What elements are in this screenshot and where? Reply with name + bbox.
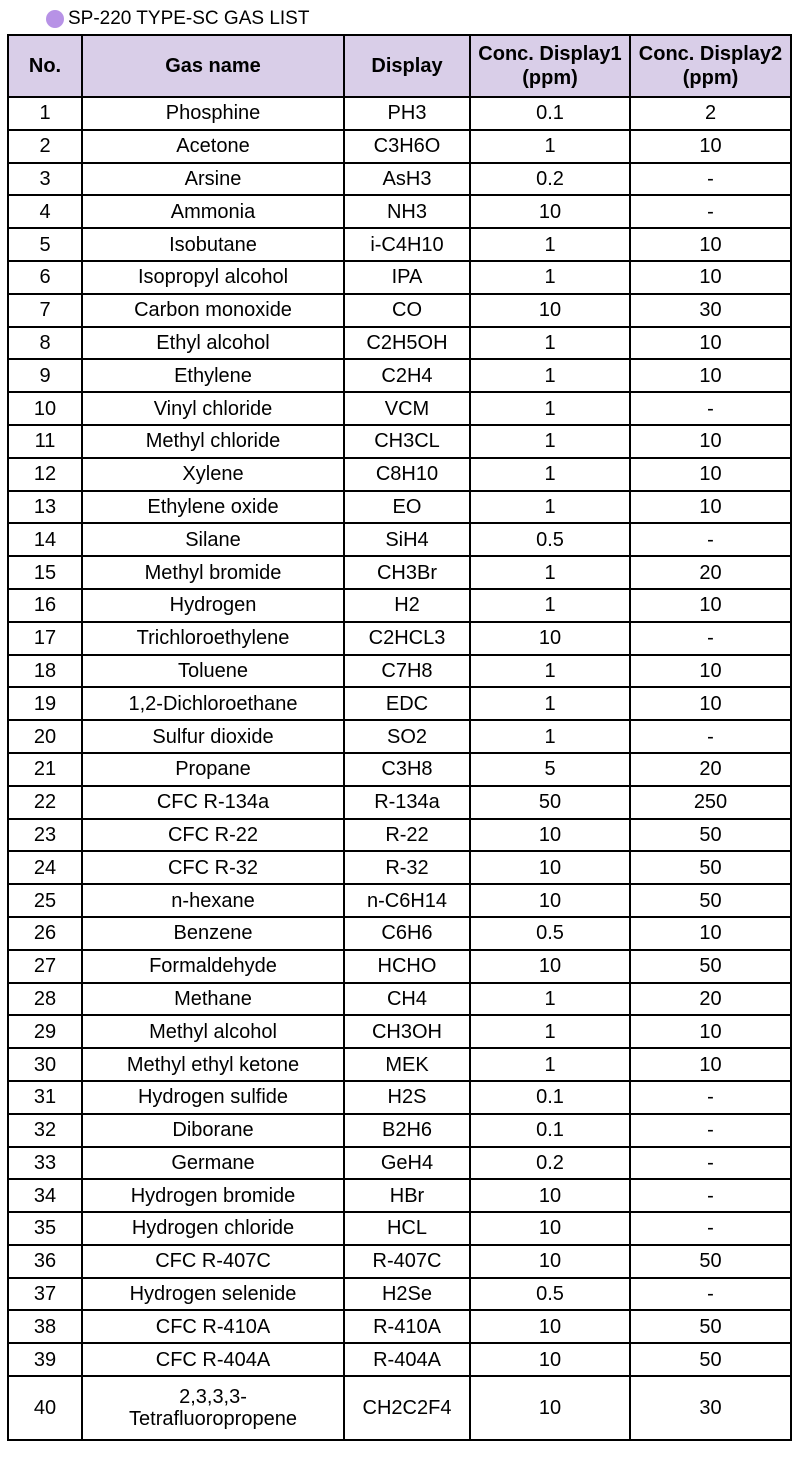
cell-display: CH3OH xyxy=(344,1015,470,1048)
cell-no: 23 xyxy=(8,819,82,852)
cell-display: C8H10 xyxy=(344,458,470,491)
cell-conc-display1: 1 xyxy=(470,392,630,425)
cell-display: EDC xyxy=(344,687,470,720)
cell-gas-name: Toluene xyxy=(82,655,344,688)
table-row xyxy=(8,556,791,589)
cell-gas-name: Formaldehyde xyxy=(82,950,344,983)
cell-gas-name: Methyl bromide xyxy=(82,556,344,589)
cell-gas-name xyxy=(82,1376,344,1440)
cell-no: 39 xyxy=(8,1343,82,1376)
cell-gas-name: Isobutane xyxy=(82,228,344,261)
table-row xyxy=(8,392,791,425)
cell-gas-name: Hydrogen xyxy=(82,589,344,622)
cell-conc-display1: 1 xyxy=(470,556,630,589)
cell-gas-name: Methyl alcohol xyxy=(82,1015,344,1048)
cell-gas-name: Vinyl chloride xyxy=(82,392,344,425)
cell-conc-display1: 10 xyxy=(470,1343,630,1376)
cell-no: 18 xyxy=(8,655,82,688)
cell-gas-name: Germane xyxy=(82,1147,344,1180)
table-row xyxy=(8,1179,791,1212)
cell-conc-display1: 1 xyxy=(470,1048,630,1081)
cell-gas-name: 1,2-Dichloroethane xyxy=(82,687,344,720)
cell-display: CH2C2F4 xyxy=(344,1376,470,1440)
cell-gas-name: Phosphine xyxy=(82,97,344,130)
cell-conc-display2: 10 xyxy=(630,130,791,163)
cell-gas-name: Acetone xyxy=(82,130,344,163)
cell-conc-display2: 50 xyxy=(630,884,791,917)
cell-conc-display1: 0.5 xyxy=(470,917,630,950)
cell-display: n-C6H14 xyxy=(344,884,470,917)
cell-display: C2H4 xyxy=(344,359,470,392)
table-row xyxy=(8,720,791,753)
header-conc-display2-line2: (ppm) xyxy=(682,67,739,89)
cell-conc-display2: - xyxy=(630,195,791,228)
header-no: No. xyxy=(8,35,82,97)
cell-conc-display2: 50 xyxy=(630,819,791,852)
cell-conc-display1: 0.5 xyxy=(470,1278,630,1311)
cell-no: 4 xyxy=(8,195,82,228)
cell-conc-display1: 1 xyxy=(470,983,630,1016)
cell-display: PH3 xyxy=(344,97,470,130)
cell-display: R-134a xyxy=(344,786,470,819)
cell-conc-display1: 0.2 xyxy=(470,163,630,196)
cell-gas-name: CFC R-404A xyxy=(82,1343,344,1376)
cell-no: 7 xyxy=(8,294,82,327)
table-row xyxy=(8,655,791,688)
cell-no: 2 xyxy=(8,130,82,163)
cell-display: H2S xyxy=(344,1081,470,1114)
cell-display: C3H8 xyxy=(344,753,470,786)
table-row xyxy=(8,851,791,884)
cell-display: CH3CL xyxy=(344,425,470,458)
cell-no: 12 xyxy=(8,458,82,491)
cell-conc-display2: 50 xyxy=(630,1343,791,1376)
cell-gas-name: n-hexane xyxy=(82,884,344,917)
cell-conc-display2: - xyxy=(630,720,791,753)
cell-no: 30 xyxy=(8,1048,82,1081)
cell-display: C2H5OH xyxy=(344,327,470,360)
cell-no: 15 xyxy=(8,556,82,589)
cell-display: R-22 xyxy=(344,819,470,852)
cell-gas-name: Benzene xyxy=(82,917,344,950)
cell-display: H2 xyxy=(344,589,470,622)
cell-conc-display2: 10 xyxy=(630,261,791,294)
cell-conc-display2: - xyxy=(630,523,791,556)
cell-conc-display2: 20 xyxy=(630,556,791,589)
cell-no: 13 xyxy=(8,491,82,524)
cell-gas-name: Silane xyxy=(82,523,344,556)
table-row xyxy=(8,1212,791,1245)
table-row xyxy=(8,97,791,130)
table-row xyxy=(8,1245,791,1278)
cell-no: 36 xyxy=(8,1245,82,1278)
table-row xyxy=(8,491,791,524)
cell-conc-display2: - xyxy=(630,1147,791,1180)
cell-no: 40 xyxy=(8,1376,82,1440)
cell-conc-display2: 50 xyxy=(630,851,791,884)
cell-no: 17 xyxy=(8,622,82,655)
cell-conc-display1: 1 xyxy=(470,491,630,524)
cell-conc-display2: 30 xyxy=(630,1376,791,1440)
cell-conc-display2: - xyxy=(630,1179,791,1212)
gas-list-table xyxy=(7,34,792,1441)
cell-conc-display2: 10 xyxy=(630,1048,791,1081)
cell-no: 9 xyxy=(8,359,82,392)
table-row xyxy=(8,917,791,950)
cell-no: 5 xyxy=(8,228,82,261)
cell-conc-display2: 50 xyxy=(630,1310,791,1343)
cell-display: R-404A xyxy=(344,1343,470,1376)
table-row xyxy=(8,228,791,261)
bullet-icon xyxy=(46,10,64,28)
table-row xyxy=(8,130,791,163)
cell-display: CO xyxy=(344,294,470,327)
title-row xyxy=(46,6,309,32)
cell-conc-display2: 20 xyxy=(630,983,791,1016)
table-row xyxy=(8,1015,791,1048)
cell-no: 19 xyxy=(8,687,82,720)
page-title: SP-220 TYPE-SC GAS LIST xyxy=(68,8,310,29)
cell-conc-display1: 0.1 xyxy=(470,1081,630,1114)
cell-conc-display1: 1 xyxy=(470,130,630,163)
cell-conc-display1: 1 xyxy=(470,458,630,491)
cell-conc-display1: 10 xyxy=(470,195,630,228)
table-row xyxy=(8,327,791,360)
cell-no: 14 xyxy=(8,523,82,556)
table-row xyxy=(8,195,791,228)
cell-conc-display2: 10 xyxy=(630,458,791,491)
header-conc-display2 xyxy=(630,35,791,97)
cell-gas-name: CFC R-134a xyxy=(82,786,344,819)
cell-display: HCL xyxy=(344,1212,470,1245)
cell-no: 20 xyxy=(8,720,82,753)
cell-gas-name: Methane xyxy=(82,983,344,1016)
cell-display: B2H6 xyxy=(344,1114,470,1147)
header-conc-display1-line1: Conc. Display1 xyxy=(478,43,622,65)
table-row xyxy=(8,458,791,491)
cell-display: R-32 xyxy=(344,851,470,884)
cell-conc-display2: 10 xyxy=(630,1015,791,1048)
cell-conc-display1: 10 xyxy=(470,884,630,917)
table-row xyxy=(8,1081,791,1114)
cell-display: R-407C xyxy=(344,1245,470,1278)
cell-conc-display1: 1 xyxy=(470,327,630,360)
cell-display: C6H6 xyxy=(344,917,470,950)
cell-conc-display1: 0.2 xyxy=(470,1147,630,1180)
table-row xyxy=(8,753,791,786)
cell-no: 16 xyxy=(8,589,82,622)
cell-conc-display1: 10 xyxy=(470,1212,630,1245)
cell-display: AsH3 xyxy=(344,163,470,196)
table-row xyxy=(8,1376,791,1440)
cell-display: H2Se xyxy=(344,1278,470,1311)
cell-gas-name: Carbon monoxide xyxy=(82,294,344,327)
cell-conc-display2: 10 xyxy=(630,425,791,458)
cell-gas-name: Hydrogen bromide xyxy=(82,1179,344,1212)
table-row xyxy=(8,589,791,622)
table-row xyxy=(8,1114,791,1147)
cell-display: HCHO xyxy=(344,950,470,983)
cell-conc-display1: 5 xyxy=(470,753,630,786)
cell-conc-display1: 1 xyxy=(470,655,630,688)
cell-no: 11 xyxy=(8,425,82,458)
cell-conc-display1: 1 xyxy=(470,1015,630,1048)
table-row xyxy=(8,983,791,1016)
cell-no: 1 xyxy=(8,97,82,130)
table-row xyxy=(8,425,791,458)
cell-conc-display1: 1 xyxy=(470,359,630,392)
table-row xyxy=(8,950,791,983)
cell-conc-display2: 250 xyxy=(630,786,791,819)
cell-no: 27 xyxy=(8,950,82,983)
cell-conc-display1: 10 xyxy=(470,1376,630,1440)
cell-no: 38 xyxy=(8,1310,82,1343)
cell-conc-display2: 10 xyxy=(630,687,791,720)
cell-no: 32 xyxy=(8,1114,82,1147)
cell-display: CH4 xyxy=(344,983,470,1016)
table-row xyxy=(8,1278,791,1311)
cell-gas-name: Sulfur dioxide xyxy=(82,720,344,753)
cell-no: 22 xyxy=(8,786,82,819)
cell-gas-name: Ethylene oxide xyxy=(82,491,344,524)
header-gas-name: Gas name xyxy=(82,35,344,97)
cell-no: 24 xyxy=(8,851,82,884)
cell-gas-name: Trichloroethylene xyxy=(82,622,344,655)
table-row xyxy=(8,884,791,917)
table-row xyxy=(8,261,791,294)
cell-conc-display2: - xyxy=(630,1081,791,1114)
cell-conc-display2: - xyxy=(630,1278,791,1311)
cell-display: R-410A xyxy=(344,1310,470,1343)
table-row xyxy=(8,1310,791,1343)
cell-conc-display1: 10 xyxy=(470,1245,630,1278)
cell-display: VCM xyxy=(344,392,470,425)
cell-conc-display1: 1 xyxy=(470,589,630,622)
cell-conc-display1: 1 xyxy=(470,228,630,261)
cell-conc-display2: 2 xyxy=(630,97,791,130)
cell-no: 37 xyxy=(8,1278,82,1311)
cell-conc-display2: - xyxy=(630,1114,791,1147)
cell-conc-display2: - xyxy=(630,622,791,655)
cell-conc-display1: 0.5 xyxy=(470,523,630,556)
table-row xyxy=(8,163,791,196)
header-row xyxy=(8,35,791,97)
cell-no: 3 xyxy=(8,163,82,196)
table-row xyxy=(8,1048,791,1081)
cell-conc-display2: 10 xyxy=(630,589,791,622)
cell-conc-display2: - xyxy=(630,392,791,425)
cell-conc-display1: 10 xyxy=(470,851,630,884)
cell-no: 29 xyxy=(8,1015,82,1048)
cell-gas-name: Hydrogen chloride xyxy=(82,1212,344,1245)
cell-display: C2HCL3 xyxy=(344,622,470,655)
cell-gas-name: Ethyl alcohol xyxy=(82,327,344,360)
table-row xyxy=(8,786,791,819)
cell-conc-display1: 10 xyxy=(470,950,630,983)
cell-gas-name: CFC R-22 xyxy=(82,819,344,852)
table-row xyxy=(8,359,791,392)
cell-conc-display1: 0.1 xyxy=(470,1114,630,1147)
cell-conc-display2: 20 xyxy=(630,753,791,786)
cell-display: GeH4 xyxy=(344,1147,470,1180)
cell-conc-display2: 10 xyxy=(630,655,791,688)
table-row xyxy=(8,294,791,327)
header-conc-display1 xyxy=(470,35,630,97)
cell-gas-name: Hydrogen selenide xyxy=(82,1278,344,1311)
cell-conc-display1: 1 xyxy=(470,720,630,753)
cell-gas-name: Ammonia xyxy=(82,195,344,228)
cell-gas-name: Ethylene xyxy=(82,359,344,392)
cell-gas-name: Xylene xyxy=(82,458,344,491)
cell-no: 25 xyxy=(8,884,82,917)
cell-conc-display1: 10 xyxy=(470,622,630,655)
table-row xyxy=(8,523,791,556)
cell-display: SiH4 xyxy=(344,523,470,556)
cell-conc-display2: 50 xyxy=(630,950,791,983)
cell-conc-display1: 10 xyxy=(470,294,630,327)
cell-conc-display1: 10 xyxy=(470,1310,630,1343)
cell-gas-name-line1: 2,3,3,3- xyxy=(179,1386,247,1409)
table-body xyxy=(8,97,791,1440)
cell-conc-display2: 10 xyxy=(630,359,791,392)
cell-conc-display2: 10 xyxy=(630,491,791,524)
cell-no: 26 xyxy=(8,917,82,950)
cell-conc-display1: 0.1 xyxy=(470,97,630,130)
cell-no: 8 xyxy=(8,327,82,360)
cell-gas-name: CFC R-32 xyxy=(82,851,344,884)
cell-conc-display1: 1 xyxy=(470,687,630,720)
cell-display: HBr xyxy=(344,1179,470,1212)
cell-gas-name-line2: Tetrafluoropropene xyxy=(129,1408,297,1431)
cell-display: C7H8 xyxy=(344,655,470,688)
cell-conc-display2: 50 xyxy=(630,1245,791,1278)
cell-conc-display2: 10 xyxy=(630,228,791,261)
cell-conc-display1: 10 xyxy=(470,1179,630,1212)
cell-conc-display2: - xyxy=(630,1212,791,1245)
cell-display: NH3 xyxy=(344,195,470,228)
cell-no: 10 xyxy=(8,392,82,425)
table-row xyxy=(8,687,791,720)
cell-conc-display1: 50 xyxy=(470,786,630,819)
cell-conc-display2: 10 xyxy=(630,917,791,950)
cell-conc-display1: 1 xyxy=(470,261,630,294)
cell-conc-display1: 1 xyxy=(470,425,630,458)
cell-gas-name: Propane xyxy=(82,753,344,786)
cell-gas-name: Isopropyl alcohol xyxy=(82,261,344,294)
cell-gas-name: CFC R-407C xyxy=(82,1245,344,1278)
cell-display: EO xyxy=(344,491,470,524)
cell-no: 28 xyxy=(8,983,82,1016)
cell-gas-name: Diborane xyxy=(82,1114,344,1147)
cell-no: 31 xyxy=(8,1081,82,1114)
cell-conc-display2: 10 xyxy=(630,327,791,360)
cell-conc-display1: 10 xyxy=(470,819,630,852)
cell-gas-name: Hydrogen sulfide xyxy=(82,1081,344,1114)
cell-display: i-C4H10 xyxy=(344,228,470,261)
cell-display: MEK xyxy=(344,1048,470,1081)
header-conc-display1-line2: (ppm) xyxy=(522,67,578,89)
table-row xyxy=(8,1343,791,1376)
cell-gas-name: CFC R-410A xyxy=(82,1310,344,1343)
cell-no: 34 xyxy=(8,1179,82,1212)
cell-gas-name: Methyl chloride xyxy=(82,425,344,458)
cell-no: 35 xyxy=(8,1212,82,1245)
cell-display: IPA xyxy=(344,261,470,294)
table-row xyxy=(8,1147,791,1180)
cell-conc-display2: 30 xyxy=(630,294,791,327)
cell-gas-name: Methyl ethyl ketone xyxy=(82,1048,344,1081)
cell-no: 21 xyxy=(8,753,82,786)
table-row xyxy=(8,819,791,852)
cell-conc-display2: - xyxy=(630,163,791,196)
cell-display: CH3Br xyxy=(344,556,470,589)
table-row xyxy=(8,622,791,655)
cell-no: 6 xyxy=(8,261,82,294)
cell-display: SO2 xyxy=(344,720,470,753)
header-conc-display2-line1: Conc. Display2 xyxy=(638,43,783,65)
cell-no: 33 xyxy=(8,1147,82,1180)
cell-gas-name: Arsine xyxy=(82,163,344,196)
cell-display: C3H6O xyxy=(344,130,470,163)
header-display: Display xyxy=(344,35,470,97)
